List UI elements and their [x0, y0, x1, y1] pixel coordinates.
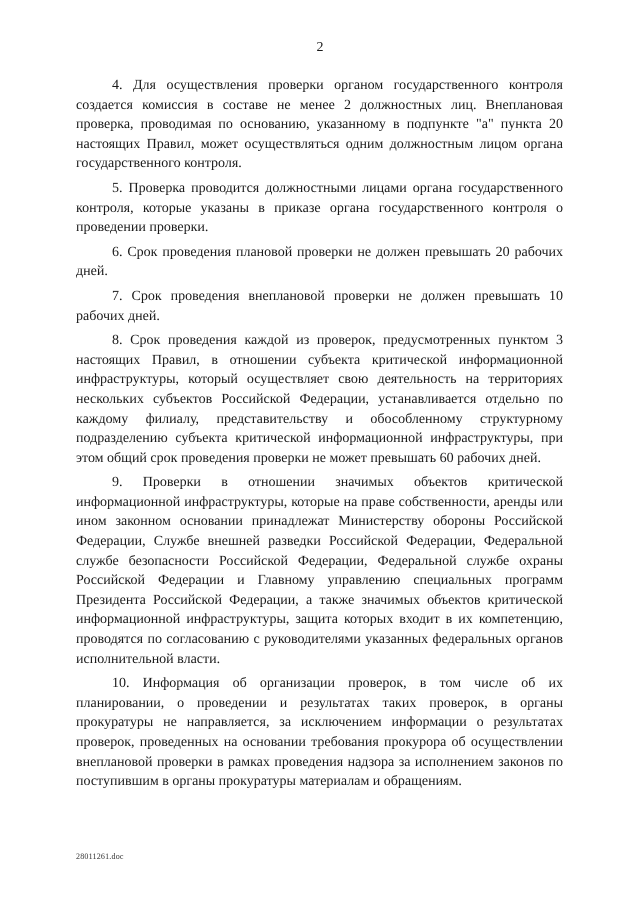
paragraph-4: 4. Для осуществления проверки органом государственного контроля создается комиссия в составе не менее 2 должностных лиц. Внеплановая проверка, проводимая по основанию, указанному в подпункте "а" пункта 20 настоящих Правил, может осуществляться одним должностным лицом органа государственного контроля. — [76, 78, 563, 172]
paragraph-7: 7. Срок проведения внеплановой проверки не должен превышать 10 рабочих дней. — [76, 288, 563, 324]
paragraph-9: 9. Проверки в отношении значимых объектов критической информационной инфраструктуры, которые на праве собственности, аренды или ином законном основании принадлежат Министерству обороны Российской Федерации, Службе внешней разведки Российской Федерации, Федеральной службе безопасности Российской Федерации, Федеральной службе охраны Российской Федерации и Главному управлению специальных программ Президента Российской Федерации, а также значимых объектов критической информационной инфраструктуры, защита которых входит в их компетенцию, проводятся по согласованию с руководителями указанных федеральных органов исполнительной власти. — [76, 475, 563, 667]
paragraph-5: 5. Проверка проводится должностными лицами органа государственного контроля, которые указаны в приказе органа государственного контроля о проведении проверки. — [76, 180, 563, 236]
document-file-code: 28011261.doc — [76, 852, 124, 861]
paragraph-10: 10. Информация об организации проверок, в том числе об их планировании, о проведении и результатах таких проверок, в органы прокуратуры не направляется, за исключением информации о результатах проверок, проведенных на основании требования прокурора об осуществлении внеплановой проверки в рамках проведения надзора за исполнением законов по поступившим в органы прокуратуры материалам и обращениям. — [76, 676, 563, 790]
page-number: 2 — [316, 40, 324, 55]
paragraph-6: 6. Срок проведения плановой проверки не должен превышать 20 рабочих дней. — [76, 244, 563, 280]
document-body — [76, 76, 563, 797]
paragraph-8: 8. Срок проведения каждой из проверок, предусмотренных пунктом 3 настоящих Правил, в отношении субъекта критической информационной инфраструктуры, который осуществляет свою деятельность на территориях нескольких субъектов Российской Федерации, устанавливается отдельно по каждому филиалу, представительству и обособленному структурному подразделению субъекта критической информационной инфраструктуры, при этом общий срок проведения проверки не может превышать 60 рабочих дней. — [76, 333, 563, 466]
